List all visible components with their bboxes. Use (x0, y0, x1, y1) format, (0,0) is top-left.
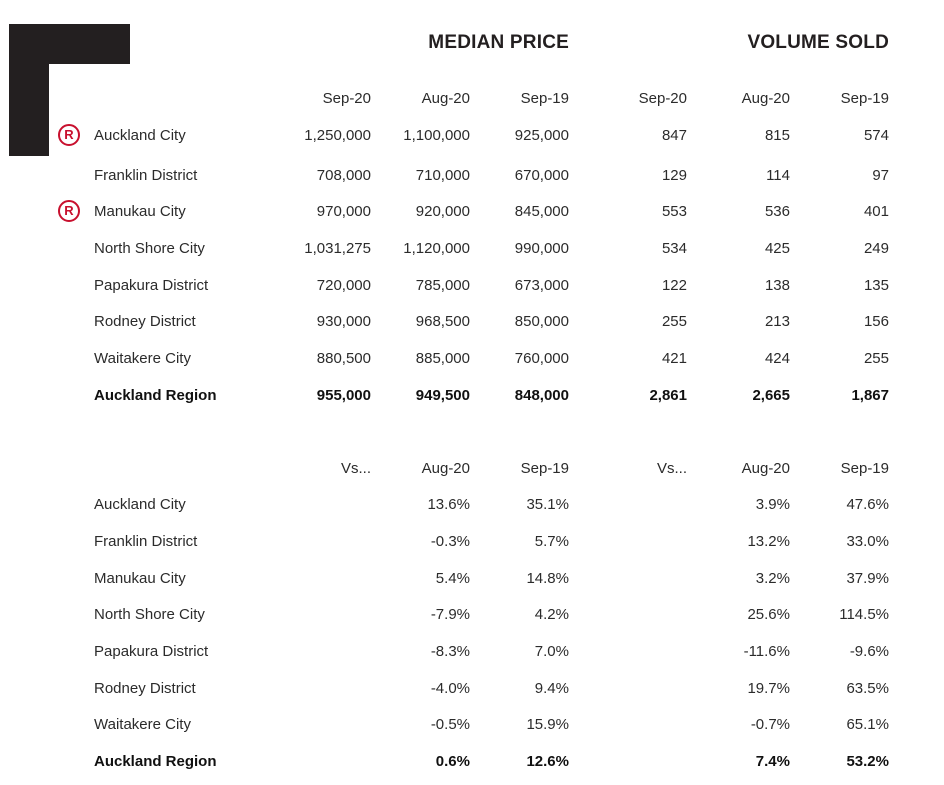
median-sep20: 880,500 (316, 350, 371, 367)
median-price-title: MEDIAN PRICE (428, 32, 569, 53)
median-change-vs-aug20: -0.5% (430, 716, 470, 733)
median-change-vs-sep19: 35.1% (526, 496, 569, 513)
column-header: Sep-20 (322, 90, 371, 107)
median-change-vs-sep19: 14.8% (526, 570, 569, 587)
table1-row (0, 349, 944, 371)
region-label: Papakura District (94, 643, 209, 660)
volume-change-vs-sep19: 33.0% (846, 533, 889, 550)
column-header: Vs... (656, 460, 687, 477)
median-change-vs-aug20: 5.4% (435, 570, 470, 587)
volume-change-vs-aug20: 13.2% (747, 533, 790, 550)
volume-aug20: 213 (764, 313, 790, 330)
median-aug20: 920,000 (415, 203, 470, 220)
table1-row (0, 126, 944, 148)
region-label: Rodney District (94, 680, 196, 697)
column-header: Aug-20 (741, 90, 790, 107)
median-change-vs-sep19: 7.0% (534, 643, 569, 660)
volume-aug20: 425 (764, 240, 790, 257)
column-header: Aug-20 (741, 460, 790, 477)
median-aug20: 785,000 (415, 277, 470, 294)
median-change-vs-sep19: 15.9% (526, 716, 569, 733)
median-change-vs-sep19: 12.6% (526, 753, 569, 770)
volume-sep20: 847 (661, 127, 687, 144)
table1-row (0, 239, 944, 261)
volume-sep20: 2,861 (649, 387, 687, 404)
median-sep19: 673,000 (514, 277, 569, 294)
table1-row (0, 202, 944, 224)
volume-change-vs-aug20: 7.4% (755, 753, 790, 770)
median-change-vs-aug20: -7.9% (430, 606, 470, 623)
volume-change-vs-aug20: 3.2% (755, 570, 790, 587)
region-label: Franklin District (94, 533, 198, 550)
volume-sold-title: VOLUME SOLD (747, 32, 889, 53)
table1-header-row (0, 89, 944, 109)
table1-row (0, 276, 944, 298)
volume-change-vs-sep19: 47.6% (846, 496, 889, 513)
median-change-vs-aug20: 13.6% (427, 496, 470, 513)
median-sep20: 955,000 (316, 387, 371, 404)
table2-row (0, 495, 944, 517)
volume-aug20: 138 (764, 277, 790, 294)
median-aug20: 1,120,000 (403, 240, 470, 257)
median-sep19: 845,000 (514, 203, 569, 220)
volume-sep19: 255 (863, 350, 889, 367)
table1-row (0, 166, 944, 188)
median-aug20: 710,000 (415, 167, 470, 184)
volume-sep20: 122 (661, 277, 687, 294)
volume-change-vs-sep19: 63.5% (846, 680, 889, 697)
median-change-vs-aug20: 0.6% (435, 753, 470, 770)
region-label: Manukau City (94, 570, 186, 587)
volume-aug20: 815 (764, 127, 790, 144)
volume-change-vs-sep19: 65.1% (846, 716, 889, 733)
volume-change-vs-aug20: -0.7% (750, 716, 790, 733)
median-sep19: 760,000 (514, 350, 569, 367)
column-header: Aug-20 (421, 90, 470, 107)
brand-r-icon: R (58, 200, 80, 222)
volume-change-vs-sep19: 37.9% (846, 570, 889, 587)
median-aug20: 1,100,000 (403, 127, 470, 144)
column-header: Sep-19 (840, 90, 889, 107)
column-header: Sep-20 (638, 90, 687, 107)
volume-sep19: 97 (872, 167, 889, 184)
volume-aug20: 536 (764, 203, 790, 220)
volume-change-vs-aug20: 3.9% (755, 496, 790, 513)
region-label: Auckland City (94, 496, 186, 513)
median-aug20: 885,000 (415, 350, 470, 367)
median-sep19: 848,000 (514, 387, 569, 404)
region-label: Rodney District (94, 313, 196, 330)
table2-row (0, 605, 944, 627)
region-label: North Shore City (94, 606, 205, 623)
volume-sep20: 255 (661, 313, 687, 330)
region-label: North Shore City (94, 240, 205, 257)
table2-header-row (0, 459, 944, 479)
table2-row (0, 532, 944, 554)
region-label: Papakura District (94, 277, 209, 294)
median-sep19: 925,000 (514, 127, 569, 144)
volume-sep20: 129 (661, 167, 687, 184)
median-change-vs-aug20: -4.0% (430, 680, 470, 697)
median-change-vs-aug20: -0.3% (430, 533, 470, 550)
median-sep20: 1,031,275 (304, 240, 371, 257)
median-sep19: 670,000 (514, 167, 569, 184)
column-header: Sep-19 (520, 460, 569, 477)
median-change-vs-sep19: 4.2% (534, 606, 569, 623)
volume-aug20: 114 (766, 167, 790, 184)
median-aug20: 949,500 (415, 387, 470, 404)
table1-total-row (0, 386, 944, 408)
volume-sep19: 135 (863, 277, 889, 294)
region-label: Manukau City (94, 203, 186, 220)
volume-sep20: 421 (661, 350, 687, 367)
median-change-vs-aug20: -8.3% (430, 643, 470, 660)
brand-r-icon: R (58, 124, 80, 146)
median-sep20: 1,250,000 (304, 127, 371, 144)
volume-change-vs-aug20: 19.7% (747, 680, 790, 697)
median-sep20: 970,000 (316, 203, 371, 220)
median-sep20: 708,000 (316, 167, 371, 184)
volume-sep19: 156 (863, 313, 889, 330)
region-label: Franklin District (94, 167, 198, 184)
region-label: Waitakere City (94, 350, 191, 367)
median-change-vs-sep19: 9.4% (534, 680, 569, 697)
median-aug20: 968,500 (415, 313, 470, 330)
volume-change-vs-sep19: 114.5% (839, 606, 889, 623)
table2-total-row (0, 752, 944, 774)
volume-aug20: 424 (764, 350, 790, 367)
volume-change-vs-aug20: -11.6% (743, 643, 790, 660)
region-label: Auckland Region (94, 387, 217, 404)
volume-sep19: 1,867 (851, 387, 889, 404)
column-header: Sep-19 (840, 460, 889, 477)
region-label: Auckland Region (94, 753, 217, 770)
column-header: Sep-19 (520, 90, 569, 107)
column-header: Aug-20 (421, 460, 470, 477)
table1-row (0, 312, 944, 334)
region-label: Waitakere City (94, 716, 191, 733)
volume-sep20: 534 (661, 240, 687, 257)
table2-row (0, 642, 944, 664)
region-label: Auckland City (94, 127, 186, 144)
volume-aug20: 2,665 (752, 387, 790, 404)
table2-row (0, 679, 944, 701)
median-sep20: 720,000 (316, 277, 371, 294)
median-sep19: 850,000 (514, 313, 569, 330)
column-header: Vs... (340, 460, 371, 477)
median-sep20: 930,000 (316, 313, 371, 330)
table2-row (0, 715, 944, 737)
volume-sep20: 553 (661, 203, 687, 220)
median-sep19: 990,000 (514, 240, 569, 257)
volume-sep19: 401 (863, 203, 889, 220)
volume-change-vs-aug20: 25.6% (747, 606, 790, 623)
volume-change-vs-sep19: 53.2% (846, 753, 889, 770)
volume-change-vs-sep19: -9.6% (849, 643, 889, 660)
table2-row (0, 569, 944, 591)
volume-sep19: 249 (863, 240, 889, 257)
median-change-vs-sep19: 5.7% (534, 533, 569, 550)
volume-sep19: 574 (863, 127, 889, 144)
